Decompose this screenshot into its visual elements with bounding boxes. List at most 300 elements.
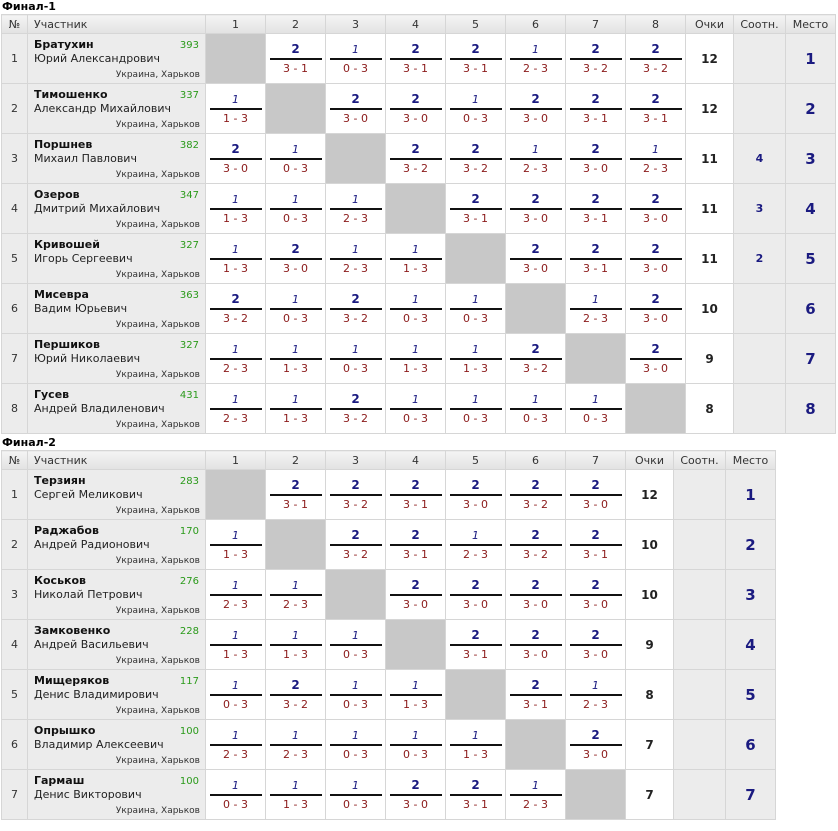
game-score: 2 - 3 [223,362,248,375]
result-cell [386,284,446,334]
score-fraction [570,528,622,561]
game-score: 0 - 3 [283,312,308,325]
result-cell [566,720,626,770]
fraction-bar [390,544,442,546]
score-fraction [510,142,562,175]
fraction-bar [570,308,622,310]
participant-surname: Опрышко [34,724,96,737]
score-fraction [330,528,382,561]
score-fraction [450,528,502,561]
result-cell [446,770,506,820]
result-cell [206,520,266,570]
result-cell [266,570,326,620]
result-cell [446,134,506,184]
fraction-bar [330,58,382,60]
points-cell: 11 [686,234,734,284]
match-points: 2 [291,42,300,56]
ratio-cell [674,670,726,720]
game-score: 0 - 3 [463,312,488,325]
game-score: 3 - 0 [643,212,668,225]
self-cell [566,770,626,820]
game-score: 1 - 3 [463,362,488,375]
game-score: 2 - 3 [583,698,608,711]
score-fraction [270,392,322,425]
score-fraction [570,142,622,175]
row-number: 2 [2,520,28,570]
score-fraction [390,778,442,811]
score-fraction [270,342,322,375]
participant-city: Украина, Харьков [115,320,200,330]
game-score: 3 - 1 [463,648,488,661]
score-fraction [510,528,562,561]
fraction-bar [570,108,622,110]
participant-surname: Коськов [34,574,87,587]
score-fraction [450,92,502,125]
match-points: 2 [591,142,600,156]
game-score: 1 - 3 [223,648,248,661]
game-score: 0 - 3 [343,648,368,661]
score-fraction [330,728,382,761]
game-score: 3 - 2 [523,498,548,511]
participant-rating: 100 [179,776,199,787]
fraction-bar [510,208,562,210]
participant-cell [28,184,206,234]
game-score: 3 - 2 [343,548,368,561]
score-fraction [210,528,262,561]
match-points: 1 [292,293,299,306]
result-cell [626,134,686,184]
fraction-bar [570,644,622,646]
result-cell [626,284,686,334]
fraction-bar [390,494,442,496]
participant-surname: Першиков [34,338,100,351]
match-points: 1 [532,393,539,406]
match-points: 2 [231,142,240,156]
game-score: 2 - 3 [283,748,308,761]
score-fraction [270,292,322,325]
points-cell: 10 [686,284,734,334]
participant-surname: Гусев [34,388,70,401]
match-points: 1 [232,93,239,106]
participant-surname: Поршнев [34,138,93,151]
header-participant: Участник [28,451,206,470]
participant-city: Украина, Харьков [115,706,200,716]
game-score: 1 - 3 [223,112,248,125]
points-cell: 12 [626,470,674,520]
fraction-bar [630,208,682,210]
table-row [2,520,776,570]
fraction-bar [390,358,442,360]
score-fraction [270,678,322,711]
match-points: 1 [412,393,419,406]
participant-cell [28,34,206,84]
participant-rating: 276 [179,576,199,587]
participant-given-names: Андрей Васильевич [34,638,149,651]
fraction-bar [450,158,502,160]
participant-rating: 228 [179,626,199,637]
header-opponent-col: 2 [266,15,326,34]
score-fraction [630,92,682,125]
header-num: № [2,451,28,470]
score-fraction [630,42,682,75]
score-fraction [210,342,262,375]
match-points: 1 [412,243,419,256]
score-fraction [510,778,562,811]
game-score: 3 - 1 [643,112,668,125]
game-score: 2 - 3 [223,598,248,611]
participant-surname: Терзиян [34,474,86,487]
score-fraction [330,92,382,125]
fraction-bar [450,544,502,546]
self-cell [206,34,266,84]
score-fraction [510,92,562,125]
participant-city: Украина, Харьков [115,370,200,380]
participant-surname: Тимошенко [34,88,108,101]
fraction-bar [630,258,682,260]
fraction-bar [450,308,502,310]
result-cell [506,620,566,670]
result-cell [386,520,446,570]
fraction-bar [270,58,322,60]
fraction-bar [270,744,322,746]
match-points: 1 [412,293,419,306]
header-opponent-col: 7 [566,15,626,34]
match-points: 1 [472,729,479,742]
result-cell [506,34,566,84]
fraction-bar [510,58,562,60]
participant-cell [28,570,206,620]
match-points: 1 [292,143,299,156]
game-score: 0 - 3 [283,212,308,225]
match-points: 1 [232,529,239,542]
fraction-bar [330,258,382,260]
fraction-bar [450,794,502,796]
fraction-bar [330,408,382,410]
participant-rating: 382 [179,140,199,151]
ratio-cell [734,84,786,134]
self-cell [206,470,266,520]
match-points: 2 [651,92,660,106]
result-cell [446,570,506,620]
game-score: 2 - 3 [343,262,368,275]
score-fraction [330,42,382,75]
ratio-cell [734,334,786,384]
match-points: 1 [352,43,359,56]
match-points: 1 [352,629,359,642]
score-fraction [270,242,322,275]
game-score: 3 - 0 [643,312,668,325]
table-row [2,234,836,284]
game-score: 3 - 2 [583,62,608,75]
self-cell [326,134,386,184]
header-participant: Участник [28,15,206,34]
result-cell [506,334,566,384]
fraction-bar [450,744,502,746]
row-number: 7 [2,334,28,384]
fraction-bar [570,158,622,160]
game-score: 2 - 3 [523,62,548,75]
score-fraction [390,528,442,561]
table-row [2,284,836,334]
participant-surname: Мищеряков [34,674,110,687]
place-cell: 7 [786,334,836,384]
fraction-bar [390,108,442,110]
score-fraction [210,292,262,325]
header-ratio: Соотн. [674,451,726,470]
header-opponent-col: 3 [326,15,386,34]
score-fraction [210,392,262,425]
score-fraction [570,192,622,225]
result-cell [386,470,446,520]
result-cell [326,620,386,670]
score-fraction [210,92,262,125]
fraction-bar [390,694,442,696]
match-points: 2 [591,42,600,56]
score-fraction [630,242,682,275]
table-row [2,334,836,384]
match-points: 2 [291,478,300,492]
participant-rating: 283 [179,476,199,487]
result-cell [266,720,326,770]
game-score: 2 - 3 [583,312,608,325]
score-fraction [510,242,562,275]
game-score: 1 - 3 [403,698,428,711]
match-points: 2 [411,142,420,156]
match-points: 1 [532,43,539,56]
game-score: 3 - 0 [523,598,548,611]
place-cell: 1 [786,34,836,84]
result-cell [506,570,566,620]
fraction-bar [450,58,502,60]
game-score: 3 - 2 [463,162,488,175]
game-score: 3 - 0 [583,748,608,761]
match-points: 2 [531,242,540,256]
score-fraction [390,678,442,711]
fraction-bar [330,644,382,646]
place-cell: 5 [786,234,836,284]
fraction-bar [330,108,382,110]
score-fraction [630,292,682,325]
points-cell: 7 [626,770,674,820]
participant-surname: Кривошей [34,238,100,251]
fraction-bar [390,594,442,596]
score-fraction [270,42,322,75]
game-score: 2 - 3 [463,548,488,561]
match-points: 2 [531,528,540,542]
result-cell [566,234,626,284]
match-points: 2 [411,578,420,592]
result-cell [506,84,566,134]
participant-city: Украина, Харьков [115,70,200,80]
points-cell: 9 [626,620,674,670]
score-fraction [330,478,382,511]
result-cell [326,720,386,770]
game-score: 0 - 3 [583,412,608,425]
match-points: 2 [471,192,480,206]
game-score: 3 - 2 [343,312,368,325]
result-cell [266,670,326,720]
game-score: 3 - 0 [583,498,608,511]
fraction-bar [630,158,682,160]
match-points: 2 [651,342,660,356]
game-score: 3 - 1 [583,262,608,275]
game-score: 3 - 0 [643,362,668,375]
game-score: 3 - 0 [403,598,428,611]
table-row [2,570,776,620]
participant-cell [28,284,206,334]
participant-rating: 170 [179,526,199,537]
fraction-bar [570,694,622,696]
game-score: 0 - 3 [523,412,548,425]
result-cell [386,670,446,720]
match-points: 2 [591,728,600,742]
result-cell [566,34,626,84]
match-points: 1 [592,393,599,406]
game-score: 0 - 3 [223,798,248,811]
result-cell [386,384,446,434]
game-score: 3 - 2 [343,498,368,511]
result-cell [506,184,566,234]
participant-cell [28,770,206,820]
participant-given-names: Денис Викторович [34,788,142,801]
match-points: 1 [232,629,239,642]
participant-cell [28,620,206,670]
game-score: 1 - 3 [463,748,488,761]
match-points: 2 [471,778,480,792]
participant-given-names: Андрей Радионович [34,538,150,551]
score-fraction [570,242,622,275]
fraction-bar [210,308,262,310]
fraction-bar [510,108,562,110]
game-score: 3 - 0 [343,112,368,125]
ratio-cell: 3 [734,184,786,234]
fraction-bar [210,544,262,546]
fraction-bar [330,308,382,310]
fraction-bar [510,594,562,596]
score-fraction [210,628,262,661]
fraction-bar [330,544,382,546]
self-cell [506,284,566,334]
match-points: 1 [472,393,479,406]
game-score: 1 - 3 [283,648,308,661]
score-fraction [390,242,442,275]
fraction-bar [630,58,682,60]
match-points: 1 [232,779,239,792]
game-score: 0 - 3 [403,412,428,425]
row-number: 7 [2,770,28,820]
game-score: 3 - 1 [403,498,428,511]
fraction-bar [210,358,262,360]
game-score: 0 - 3 [403,748,428,761]
game-score: 0 - 3 [463,112,488,125]
self-cell [386,620,446,670]
fraction-bar [450,108,502,110]
game-score: 1 - 3 [283,798,308,811]
game-score: 3 - 0 [523,262,548,275]
score-fraction [510,478,562,511]
match-points: 1 [532,779,539,792]
result-cell [626,234,686,284]
header-opponent-col: 4 [386,451,446,470]
score-fraction [330,242,382,275]
game-score: 3 - 2 [283,698,308,711]
fraction-bar [510,258,562,260]
points-cell: 10 [626,570,674,620]
score-fraction [330,778,382,811]
row-number: 6 [2,284,28,334]
place-cell: 7 [726,770,776,820]
fraction-bar [270,208,322,210]
score-fraction [450,392,502,425]
result-cell [266,620,326,670]
fraction-bar [270,794,322,796]
place-cell: 2 [726,520,776,570]
participant-rating: 393 [179,40,199,51]
points-cell: 12 [686,34,734,84]
result-cell [206,284,266,334]
match-points: 1 [412,729,419,742]
row-number: 4 [2,184,28,234]
game-score: 3 - 1 [463,212,488,225]
score-fraction [210,242,262,275]
place-cell: 1 [726,470,776,520]
score-fraction [210,192,262,225]
result-cell [446,620,506,670]
result-cell [326,84,386,134]
game-score: 3 - 0 [403,798,428,811]
game-score: 0 - 3 [343,62,368,75]
match-points: 1 [292,729,299,742]
match-points: 1 [352,729,359,742]
score-fraction [450,778,502,811]
match-points: 2 [531,628,540,642]
ratio-cell [734,384,786,434]
game-score: 3 - 1 [463,798,488,811]
score-fraction [270,142,322,175]
result-cell [206,234,266,284]
fraction-bar [390,258,442,260]
participant-given-names: Дмитрий Михайлович [34,202,161,215]
header-place: Место [726,451,776,470]
fraction-bar [510,544,562,546]
result-cell [326,520,386,570]
score-fraction [390,292,442,325]
game-score: 0 - 3 [283,162,308,175]
fraction-bar [210,108,262,110]
participant-given-names: Юрий Александрович [34,52,161,65]
result-cell [506,770,566,820]
participant-surname: Братухин [34,38,94,51]
result-cell [566,184,626,234]
result-cell [446,184,506,234]
self-cell [446,234,506,284]
match-points: 2 [651,242,660,256]
ratio-cell [674,470,726,520]
result-cell [266,134,326,184]
points-cell: 12 [686,84,734,134]
result-cell [386,720,446,770]
match-points: 1 [592,293,599,306]
game-score: 2 - 3 [523,798,548,811]
game-score: 3 - 2 [523,548,548,561]
score-fraction [390,42,442,75]
participant-given-names: Денис Владимирович [34,688,159,701]
row-number: 4 [2,620,28,670]
score-fraction [450,628,502,661]
header-opponent-col: 8 [626,15,686,34]
result-cell [206,134,266,184]
result-cell [506,520,566,570]
